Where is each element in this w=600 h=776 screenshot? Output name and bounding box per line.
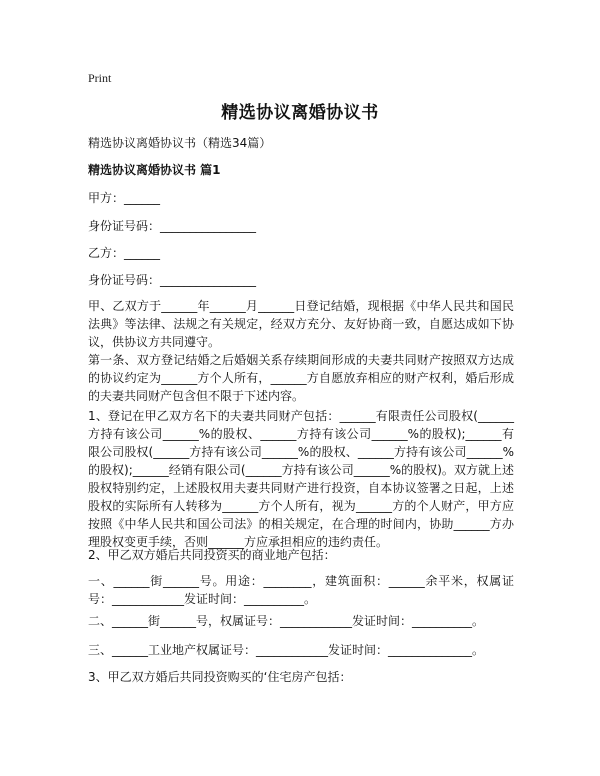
print-label: Print [88,71,112,85]
party-b-field: 乙方：______ [88,246,161,260]
item-one: 1、登记在甲乙双方名下的夫妻共同财产包括：______有限责任公司股权(______方持有该公司______%的股权、______方持有该公司______%的股权);______有限公司股权(______方持有该公司______%的股权、______方持有该公司______%的股权);______经销有限公司(______方持有该公司______%的股权)。双方就上述股权特别约定，上述股权用夫妻共同财产进行投资，自本协议签署之日起，上述股权的实际所有人转移为______方个人所有，视为______方的个人财产，甲方应按照《中华人民共和国公司法》的相关规定，在合理的时间内，协助______方办理股权变更手续，否则______方应承担相应的违约责任。 [88,409,514,549]
party-a-id-field: 身份证号码：________________ [88,219,257,233]
item-three: 3、甲乙双方婚后共同投资购买的‘住宅房产包括： [88,670,352,684]
section-heading: 精选协议离婚协议书 篇1 [88,163,221,177]
property-two: 二、______街______号，权属证号：____________发证时间：__________。 [88,614,485,628]
property-three: 三、______工业地产权属证号：____________发证时间：______________。 [88,643,485,657]
party-a-field: 甲方：______ [88,191,161,205]
item-two: 2、甲乙双方婚后共同投资买的商业地产包括： [88,548,336,562]
document-title: 精选协议离婚协议书 [221,103,379,123]
property-one: 一、______街______号。用途：________，建筑面积：______余平米，权属证号：____________发证时间：__________。 [88,574,514,606]
party-b-id-field: 身份证号码：________________ [88,273,257,287]
document-subtitle: 精选协议离婚协议书（精选34篇） [88,136,272,150]
article-one: 第一条、双方登记结婚之后婚姻关系存续期间形成的夫妻共同财产按照双方达成的协议约定为______方个人所有，______方自愿放弃相应的财产权利，婚后形成的夫妻共同财产包含但不限于下述内容。 [88,353,514,403]
intro-paragraph: 甲、乙双方于______年______月______日登记结婚，现根据《中华人民共和国民法典》等法律、法规之有关规定，经双方充分、友好协商一致，自愿达成如下协议，供协议方共同遵守。 [88,299,514,349]
